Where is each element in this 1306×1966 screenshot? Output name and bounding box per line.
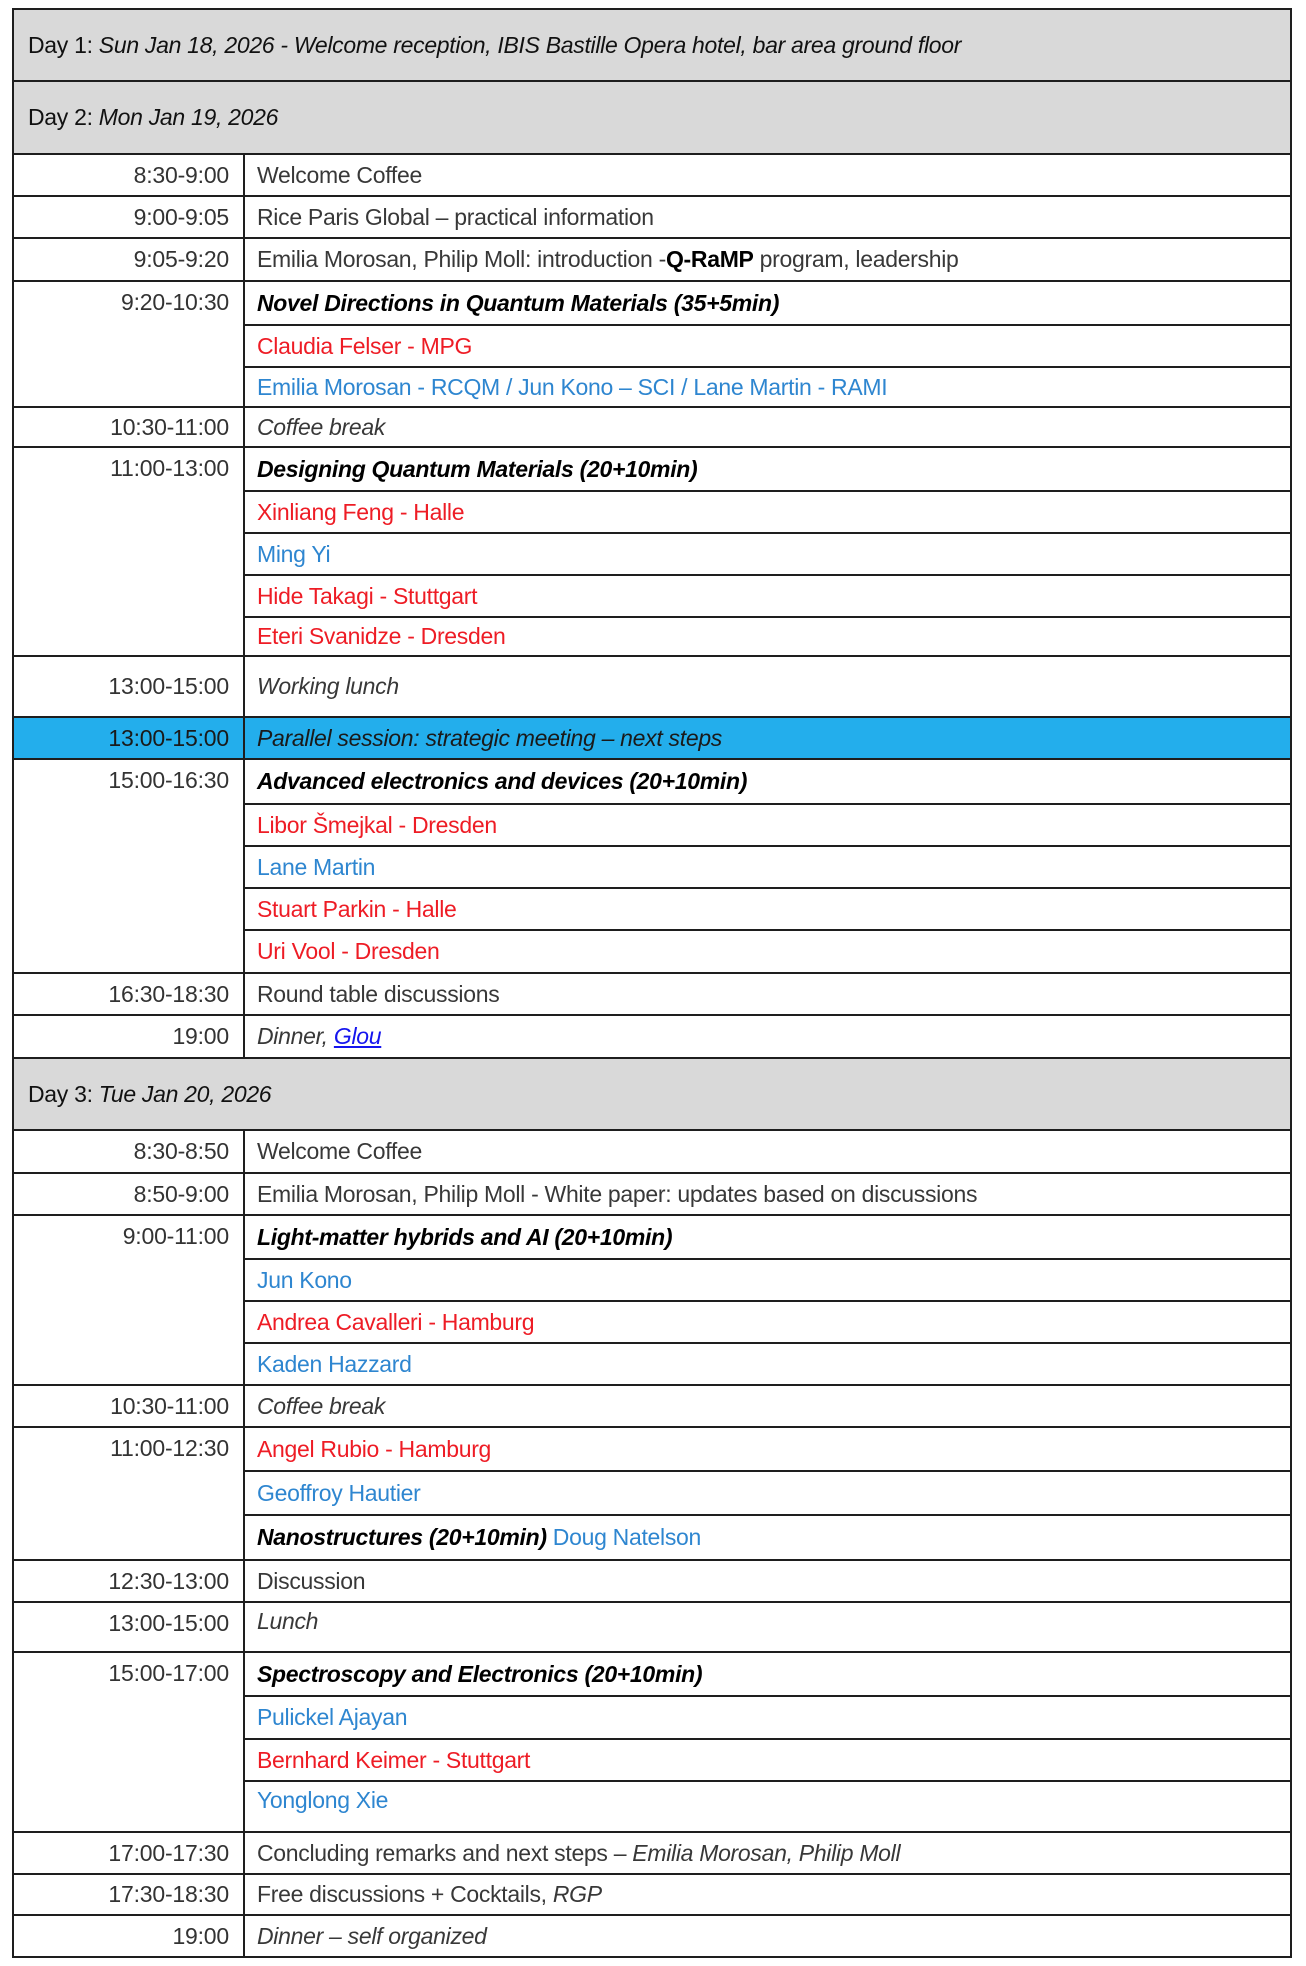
agenda-row (12, 195, 1292, 237)
time-slot: 19:00 (172, 1023, 229, 1049)
time-slot: 15:00-16:30 (108, 767, 229, 793)
agenda-row (12, 1873, 1292, 1914)
session-title: Nanostructures (20+10min) (257, 1524, 547, 1550)
item-text: Dinner, (257, 1023, 334, 1049)
agenda-row (12, 758, 1292, 972)
speaker: Emilia Morosan - RCQM / Jun Kono – SCI / Lane Martin - RAMI (245, 366, 1290, 406)
item-text: program, leadership (753, 246, 959, 272)
speaker: Jun Kono (245, 1258, 1290, 1300)
speaker: Kaden Hazzard (245, 1342, 1290, 1384)
session-title: Designing Quantum Materials (20+10min) (257, 455, 698, 482)
day-1-header (12, 8, 1292, 80)
speaker: Eteri Svanidze - Dresden (245, 616, 1290, 655)
item-text: Free discussions + Cocktails, (257, 1881, 553, 1907)
day-date: Mon Jan 19, 2026 (98, 104, 279, 130)
agenda-row (12, 406, 1292, 446)
agenda-row (12, 655, 1292, 716)
session-title: Advanced electronics and devices (20+10min) (257, 768, 748, 794)
speaker: Claudia Felser - MPG (245, 324, 1290, 366)
time-slot: 11:00-12:30 (110, 1435, 229, 1461)
time-slot: 9:05-9:20 (133, 246, 229, 272)
agenda-item: Welcome Coffee (257, 161, 422, 188)
time-slot: 9:00-9:05 (133, 204, 229, 230)
agenda-row (12, 1831, 1292, 1873)
session-title: Novel Directions in Quantum Materials (35+5min) (257, 289, 780, 316)
speaker: Xinliang Feng - Halle (245, 490, 1290, 532)
agenda-row (12, 1384, 1292, 1426)
speaker: Yonglong Xie (245, 1780, 1290, 1831)
agenda-row (12, 1651, 1292, 1831)
speaker: Pulickel Ajayan (245, 1695, 1290, 1738)
glou-link[interactable]: Glou (333, 1023, 382, 1049)
program-name: Q-RaMP (665, 246, 754, 272)
time-slot: 13:00-15:00 (108, 1610, 229, 1636)
agenda-row (12, 280, 1292, 406)
day-date: Sun Jan 18, 2026 - Welcome reception, IBIS Bastille Opera hotel, bar area ground floor (98, 31, 962, 58)
speaker: Bernhard Keimer - Stuttgart (245, 1738, 1290, 1780)
day-2-header (12, 80, 1292, 153)
time-slot: 10:30-11:00 (110, 414, 229, 440)
agenda-item: Coffee break (257, 1392, 386, 1419)
time-slot: 12:30-13:00 (108, 1568, 229, 1594)
session-title: Spectroscopy and Electronics (20+10min) (257, 1660, 703, 1687)
agenda-row (12, 1172, 1292, 1214)
time-slot: 8:30-9:00 (133, 162, 229, 188)
agenda-row (12, 1014, 1292, 1057)
presenters: Emilia Morosan, Philip Moll (632, 1839, 901, 1866)
agenda-item: Welcome Coffee (257, 1138, 422, 1164)
agenda-row (12, 1559, 1292, 1601)
time-slot: 10:30-11:00 (110, 1393, 229, 1419)
agenda-row (12, 1214, 1292, 1384)
speaker: Doug Natelson (546, 1524, 702, 1550)
time-slot: 17:00-17:30 (108, 1840, 229, 1866)
agenda-item: Round table discussions (257, 980, 500, 1007)
agenda-item: Rice Paris Global – practical information (257, 203, 654, 230)
agenda-row (12, 972, 1292, 1014)
speaker: Lane Martin (245, 845, 1290, 887)
agenda-item: Discussion (257, 1567, 366, 1594)
day-3-header (12, 1057, 1292, 1129)
agenda-item (245, 1875, 1290, 1914)
speaker: Geoffroy Hautier (245, 1470, 1290, 1514)
time-slot: 9:00-11:00 (122, 1223, 229, 1249)
agenda-item: Coffee break (257, 413, 386, 440)
day-label: Day 3: (28, 1080, 93, 1107)
agenda-row (12, 446, 1292, 655)
day-date: Tue Jan 20, 2026 (98, 1080, 272, 1107)
time-slot: 15:00-17:00 (108, 1660, 229, 1686)
speaker: Ming Yi (245, 532, 1290, 574)
agenda-row (12, 1129, 1292, 1172)
time-slot: 11:00-13:00 (110, 455, 229, 481)
agenda-row (12, 1601, 1292, 1651)
agenda-item: Working lunch (257, 673, 399, 699)
time-slot: 16:30-18:30 (108, 981, 229, 1007)
time-slot: 9:20-10:30 (121, 289, 229, 315)
day-label: Day 2: (28, 104, 93, 130)
venue: RGP (552, 1881, 602, 1907)
item-text: Concluding remarks and next steps – (257, 1839, 633, 1866)
agenda-item (245, 1016, 1290, 1057)
agenda-item: Parallel session: strategic meeting – next steps (257, 724, 723, 751)
session-title: Light-matter hybrids and AI (20+10min) (257, 1223, 673, 1250)
agenda-row (12, 1914, 1292, 1958)
time-slot: 17:30-18:30 (108, 1881, 229, 1907)
agenda-item: Lunch (257, 1608, 319, 1634)
time-slot: 13:00-15:00 (108, 673, 229, 699)
agenda-item: Emilia Morosan, Philip Moll - White paper: updates based on discussions (257, 1180, 978, 1207)
agenda-table (12, 8, 1292, 1958)
time-slot: 8:50-9:00 (133, 1181, 229, 1207)
time-slot: 8:30-8:50 (133, 1138, 229, 1164)
time-slot: 19:00 (172, 1923, 229, 1949)
speaker: Andrea Cavalleri - Hamburg (245, 1300, 1290, 1342)
speaker: Angel Rubio - Hamburg (257, 1435, 492, 1462)
agenda-item (245, 239, 1290, 280)
agenda-row (12, 1426, 1292, 1559)
agenda-row (12, 153, 1292, 195)
agenda-row (12, 237, 1292, 280)
agenda-item: Dinner – self organized (257, 1922, 487, 1949)
agenda-item (245, 1833, 1290, 1873)
speaker: Uri Vool - Dresden (245, 929, 1290, 972)
speaker: Stuart Parkin - Halle (245, 887, 1290, 929)
time-slot: 13:00-15:00 (108, 725, 229, 751)
agenda-row-highlighted (12, 716, 1292, 758)
speaker: Libor Šmejkal - Dresden (245, 803, 1290, 845)
item-text: Emilia Morosan, Philip Moll: introduction - (257, 246, 666, 272)
speaker: Hide Takagi - Stuttgart (245, 574, 1290, 616)
day-label: Day 1: (28, 31, 93, 58)
session-with-speaker (245, 1514, 1290, 1559)
